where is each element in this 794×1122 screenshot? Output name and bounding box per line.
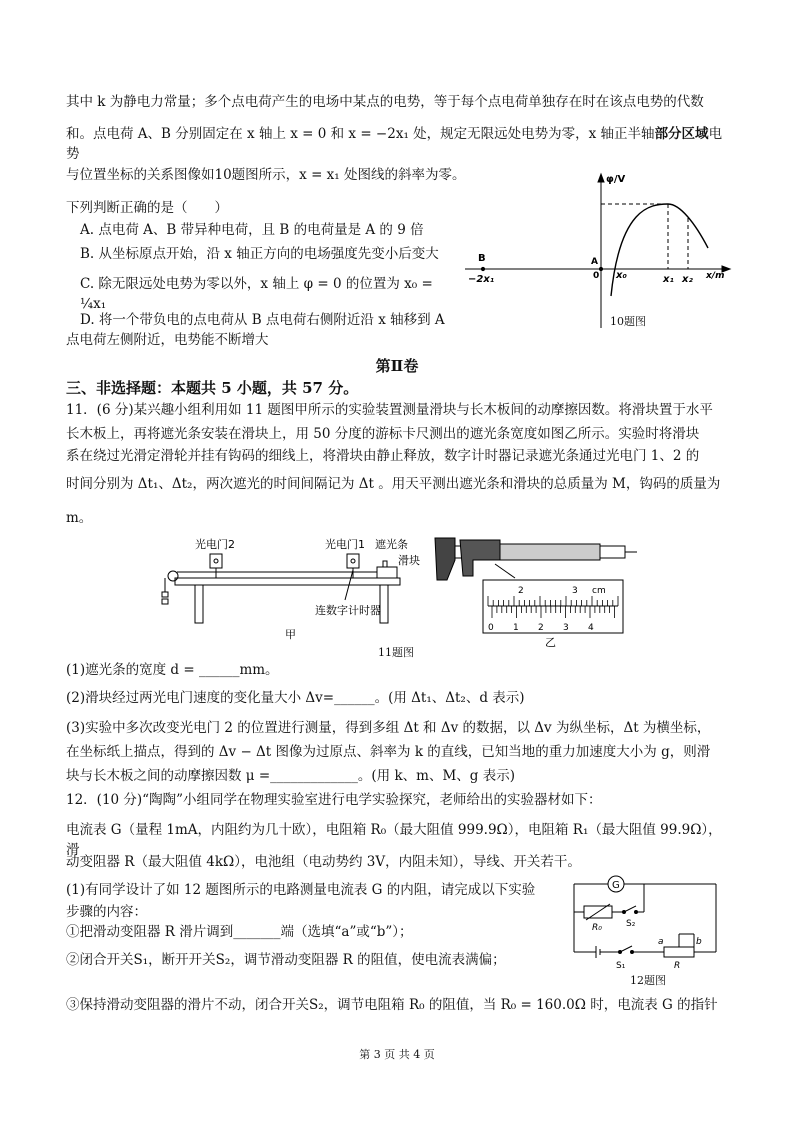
caliper-sliding-jaw bbox=[460, 540, 500, 576]
label-a: A bbox=[591, 257, 598, 267]
q12-step-3: ③保持滑动变阻器的滑片不动，闭合开关S₂，调节电阻箱 R₀ 的阻值，当 R₀ = 160.0Ω 时，电流表 G 的指针 bbox=[66, 997, 718, 1013]
board-leg-right bbox=[380, 585, 388, 623]
label-s1: S₁ bbox=[616, 961, 626, 971]
label-b: b bbox=[696, 937, 702, 947]
q12-line-1: 12．(10 分)“陶陶”小组同学在物理实验室进行电学实验探究，老师给出的实验器材如下： bbox=[66, 792, 602, 808]
q10-option-b: B. 从坐标原点开始，沿 x 轴正方向的电场强度先变小后变大 bbox=[80, 246, 439, 262]
label-r: R bbox=[674, 961, 681, 971]
label-x1: x₁ bbox=[663, 274, 674, 285]
long-board bbox=[175, 578, 400, 585]
q12-line-2: 电流表 G（量程 1mA，内阻约为几十欧），电阻箱 R₀（最大阻值 999.9Ω），电阻箱 R₁（最大阻值 99.9Ω），滑 bbox=[66, 822, 722, 858]
x-axis-label: x/m bbox=[706, 271, 725, 281]
q11-sub-3-line-3: 块与长木板之间的动摩擦因数 μ =_____________。(用 k、m、M、g 表示) bbox=[66, 768, 515, 784]
q12-circuit bbox=[566, 872, 726, 972]
label-b: B bbox=[478, 253, 486, 264]
label-shading-strip: 遮光条 bbox=[375, 538, 408, 551]
part-2-title: 第Ⅱ卷 bbox=[375, 357, 419, 375]
q10-potential-graph bbox=[460, 168, 740, 333]
q11-sub-1: (1)遮光条的宽度 d = ______mm。 bbox=[66, 662, 279, 678]
q11-line-5: m。 bbox=[66, 510, 93, 526]
intro-line-1: 其中 k 为静电力常量；多个点电荷产生的电场中某点的电势，等于每个点电荷单独存在时在该点电势的代数 bbox=[66, 94, 704, 110]
photogate-2 bbox=[210, 554, 222, 568]
q12-step-1: ①把滑动变阻器 R 滑片调到_______端（选填“a”或“b”）； bbox=[66, 924, 413, 940]
label-x0: x₀ bbox=[616, 270, 627, 281]
q11-figure-caption: 11题图 bbox=[378, 646, 414, 659]
q12-figure-caption: 12题图 bbox=[630, 974, 666, 987]
q11-line-3: 系在绕过光滑定滑轮并挂有钩码的细线上，将滑块由静止释放，数字计时器记录遮光条通过光电门 1、2 的 bbox=[66, 448, 700, 464]
q11-sub-3-line-2: 在坐标纸上描点，得到的 Δv − Δt 图像为过原点、斜率为 k 的直线，已知当地的重力加速度大小为 g，则滑 bbox=[66, 744, 711, 760]
label-neg2x1: −2x₁ bbox=[468, 274, 495, 285]
q11-line-4: 时间分别为 Δt₁、Δt₂，两次遮光的时间间隔记为 Δt 。用天平测出遮光条和滑块的总质量为 M，钩码的质量为 bbox=[66, 476, 721, 492]
label-photogate-2: 光电门2 bbox=[195, 538, 235, 551]
intro-line-2 bbox=[66, 124, 730, 164]
q10-option-d-line1: D. 将一个带负电的点电荷从 B 点电荷右侧附近沿 x 轴移到 A bbox=[80, 312, 445, 328]
intro-line-2a: 和。点电荷 A、B 分别固定在 x 轴上 x = 0 和 x = −2x₁ 处，规定无限远处电势为零，x 轴正半轴 bbox=[66, 126, 655, 142]
label-r0: R₀ bbox=[592, 923, 602, 933]
q11-sub-2: (2)滑块经过两光电门速度的变化量大小 Δv=______。(用 Δt₁、Δt₂、d 表示) bbox=[66, 690, 525, 706]
label-a: a bbox=[658, 937, 664, 947]
q10-option-a: A. 点电荷 A、B 带异种电荷，且 B 的电荷量是 A 的 9 倍 bbox=[80, 222, 424, 238]
slider-block bbox=[377, 567, 397, 578]
caliper-fixed-jaw bbox=[435, 538, 455, 580]
switch-s1 bbox=[620, 946, 632, 952]
label-origin: 0 bbox=[593, 271, 600, 281]
q12-step-2: ②闭合开关S₁，断开开关S₂，调节滑动变阻器 R 的阻值，使电流表满偏； bbox=[66, 952, 506, 968]
q11-figure bbox=[155, 530, 645, 655]
hook-weight-2 bbox=[162, 599, 168, 604]
section-3-heading: 三、非选择题：本题共 5 小题，共 57 分。 bbox=[66, 379, 359, 397]
vernier-2: 2 bbox=[538, 623, 544, 633]
intro-line-2-bold: 部分区域 bbox=[654, 126, 709, 142]
vernier-0: 0 bbox=[488, 623, 494, 633]
main-scale-unit: cm bbox=[592, 586, 606, 596]
potential-curve bbox=[611, 204, 708, 296]
label-x2: x₂ bbox=[682, 274, 693, 285]
q11-sub-3-line-1: (3)实验中多次改变光电门 2 的位置进行测量，得到多组 Δt 和 Δv 的数据，以 Δv 为纵坐标，Δt 为横坐标， bbox=[66, 720, 711, 736]
y-axis-arrow bbox=[598, 174, 604, 182]
magnify-leader bbox=[495, 564, 515, 578]
label-timer: 连数字计时器 bbox=[315, 604, 381, 617]
q10-stem: 下列判断正确的是（ ） bbox=[66, 200, 228, 216]
y-axis-label: φ/V bbox=[606, 174, 626, 185]
q12-line-3: 动变阻器 R（最大阻值 4kΩ），电池组（电动势约 3V，内阻未知），导线、开关若干。 bbox=[66, 854, 581, 870]
label-photogate-1: 光电门1 bbox=[325, 538, 365, 551]
label-yi: 乙 bbox=[545, 636, 556, 649]
label-g: G bbox=[612, 880, 620, 891]
vernier-caliper bbox=[435, 538, 637, 633]
point-a bbox=[599, 267, 602, 270]
shading-strip bbox=[383, 561, 387, 567]
point-b bbox=[481, 267, 484, 270]
vernier-1: 1 bbox=[513, 623, 519, 633]
q10-option-d-line2: 点电荷左侧附近，电势能不断增大 bbox=[66, 332, 269, 348]
label-s2: S₂ bbox=[626, 919, 636, 929]
q12-sub-1-line-1: (1)有同学设计了如 12 题图所示的电路测量电流表 G 的内阻，请完成以下实验 bbox=[66, 882, 536, 898]
intro-line-2c: 电势 bbox=[66, 126, 723, 162]
label-slider: 滑块 bbox=[398, 554, 420, 567]
main-scale-2: 2 bbox=[518, 586, 524, 596]
pulley bbox=[168, 571, 178, 581]
q10-option-c: C. 除无限远处电势为零以外，x 轴上 φ = 0 的位置为 x₀ = ¼x₁ bbox=[80, 276, 433, 312]
slide-rheostat-r bbox=[664, 947, 694, 957]
page-footer: 第 3 页 共 4 页 bbox=[359, 1048, 435, 1061]
vernier-4: 4 bbox=[588, 623, 594, 633]
photogate-1 bbox=[347, 554, 359, 568]
main-scale-3: 3 bbox=[572, 586, 578, 596]
switch-s2 bbox=[624, 906, 636, 912]
board-leg-left bbox=[195, 585, 203, 623]
q11-line-1: 11．(6 分)某兴趣小组利用如 11 题图甲所示的实验装置测量滑块与长木板间的动摩擦因数。将滑块置于水平 bbox=[66, 402, 713, 418]
q11-line-2: 长木板上，再将遮光条安装在滑块上，用 50 分度的游标卡尺测出的遮光条宽度如图乙所示。实验时将滑块 bbox=[66, 426, 700, 442]
label-jia: 甲 bbox=[285, 628, 296, 641]
q12-sub-1-line-2: 步骤的内容： bbox=[66, 904, 147, 920]
q10-figure-caption: 10题图 bbox=[610, 315, 646, 328]
intro-line-3: 与位置坐标的关系图像如10题图所示，x = x₁ 处图线的斜率为零。 bbox=[66, 167, 466, 183]
hook-weight-1 bbox=[162, 592, 168, 597]
caliper-vernier-plate bbox=[500, 544, 600, 560]
vernier-3: 3 bbox=[563, 623, 569, 633]
